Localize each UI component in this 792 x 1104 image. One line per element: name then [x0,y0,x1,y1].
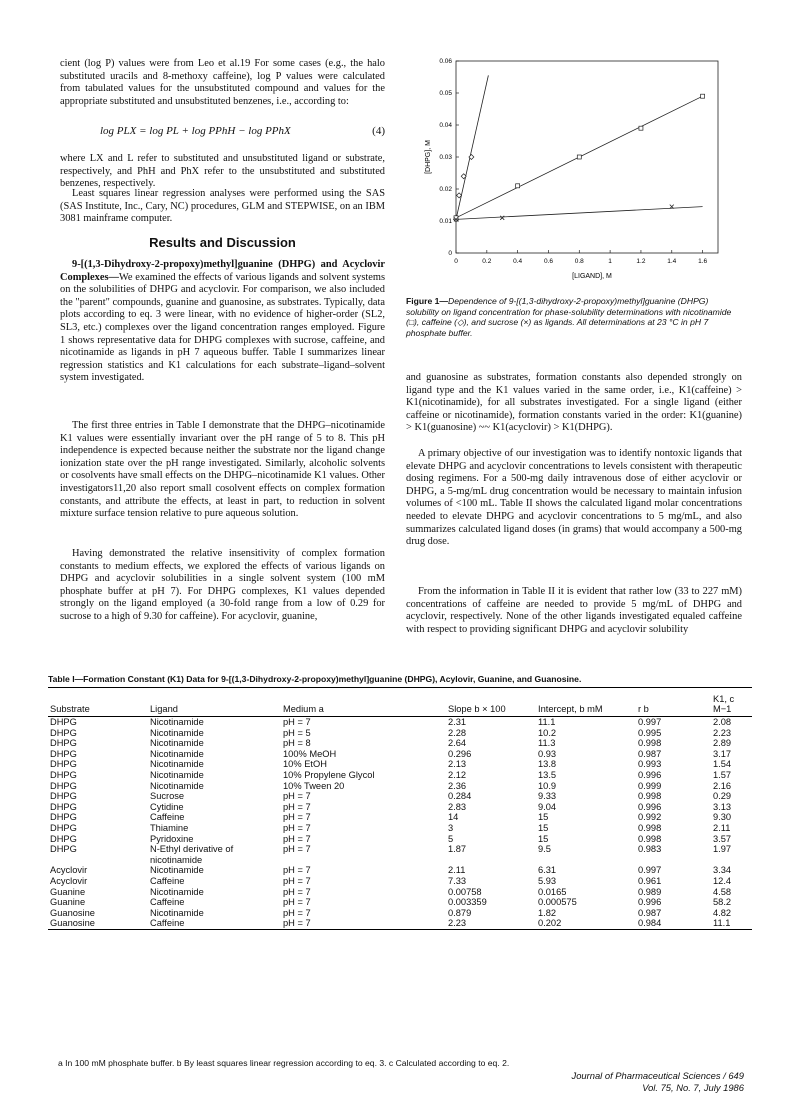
table-cell: 2.08 [713,717,732,727]
fit-line [456,207,703,220]
figure-1-chart [420,55,730,285]
table-cell: Pyridoxine [150,833,194,844]
data-point-x [500,216,504,220]
table-row [48,791,752,802]
table-cell: Acyclovir [50,875,88,886]
table-cell: 58.2 [713,897,732,908]
table-cell: N-Ethyl derivative of nicotinamide [150,844,234,865]
table-row [48,770,752,781]
journal-footer [572,1070,745,1094]
data-point-square [516,184,520,188]
table-cell: 0.987 [638,907,662,918]
table-cell: 3 [448,822,454,833]
table-cell: 5 [448,833,454,844]
equation-number: (4) [372,125,385,137]
table-cell: 0.93 [538,748,557,759]
table-cell: 11.1 [713,918,731,929]
table-row [48,918,752,929]
table-row [48,834,752,845]
table-cell: Sucrose [150,791,185,802]
table-cell: Nicotinamide [150,738,204,749]
section-heading: Results and Discussion [149,235,296,250]
table-cell: 3.13 [713,801,732,812]
x-axis-label: [LIGAND], M [572,273,612,280]
table-cell: 15 [538,833,549,844]
table-cell: DHPG [50,844,77,855]
table-cell: pH = 7 [283,822,311,833]
plot-area [456,61,718,253]
table-cell: 3.17 [713,748,732,759]
table-cell: 12.4 [713,875,732,886]
paragraph: A primary objective of our investigation was to identify nontoxic ligands that elevate DHPG and acyclovir concentrations to levels consistent with therapeutic dosing regimens. For a 500-mg daily intravenous dose of either acyclovir or DHPG, a 5-mg/mL drug concentration would be necessary to maintain infusion volumes of <100 mL. Table II shows the calculated ligand molar concentrations needed to elevate DHPG and acyclovir concentrations to 5 mg/mL, and also summarizes calculated ligand doses (in grams) that would accompany a 500-mg drug dose. [406,448,742,548]
table-cell: 2.16 [713,780,732,791]
table-cell: 4.82 [713,907,732,918]
table-cell: Nicotinamide [150,769,204,780]
figure-caption [406,296,742,338]
table-cell: 0.996 [638,801,662,812]
table-cell: 2.23 [448,918,467,929]
table-row [48,887,752,898]
table-cell: DHPG [50,833,77,844]
x-tick-label: 0.6 [543,258,553,265]
paragraph: cient (log P) values were from Leo et al.19 For some cases (e.g., the halo substituted uracils and 8-methoxy caffeine), log P values were calculated from tabulated values for the unsubstituted compound and values for the appropriate substituted and unsubstituted benzenes, i.e., according to: [60,58,385,107]
table-cell: Acyclovir [50,865,88,876]
table-cell: pH = 5 [283,727,311,738]
table-footnote: a In 100 mM phosphate buffer. b By least squares linear regression according to eq. 3. c Calculated according to eq. 2. [58,1058,510,1068]
table-cell: 0.961 [638,875,662,886]
table-cell: 14 [448,812,459,823]
table-title: Table I—Formation Constant (K1) Data for 9-[(1,3-Dihydroxy-2-propoxy)methyl]guanine (DHPG), Acylovir, Guanine, and Guanosine. [48,674,582,684]
table-row [48,802,752,813]
paragraph: The first three entries in Table I demonstrate that the DHPG–nicotinamide K1 values were essentially invariant over the pH range of 5 to 8. This pH independence is expected because neither the substrate nor the ligand change ionization state over the pH range investigated. Similarly, alcoholic solvents or cosolvents have small effects on the DHPG–nicotinamide K1 values. Other investigators11,20 also report small cosolvent effects on complex formation constants, and attribute the effects, at least in part, to reduction in solvent mixture surface tension relative to pure aqueous solution. [60,420,385,520]
table-cell: 10% Propylene Glycol [283,769,375,780]
table-cell: 1.82 [538,907,557,918]
table-cell: 0.987 [638,748,662,759]
table-cell: 11.3 [538,738,556,749]
table-cell: 0.999 [638,780,662,791]
x-tick-label: 1.4 [667,258,677,265]
table-cell: 2.12 [448,769,467,780]
x-tick-label: 0.8 [574,258,584,265]
table-cell: 1.57 [713,769,732,780]
table-cell: 0.996 [638,897,662,908]
table-cell: 3.57 [713,833,732,844]
y-tick-label: 0.06 [439,58,452,65]
paragraph-lead: 9-[(1,3-Dihydroxy-2-propoxy)methyl]guanine (DHPG) and Acyclovir Complexes— [60,259,385,283]
table-cell: 2.83 [448,801,467,812]
table-cell: 2.64 [448,738,467,749]
x-tick-label: 0.4 [513,258,523,265]
table-cell: 0.003359 [448,897,487,908]
table-cell: 0.996 [638,769,662,780]
table-cell: 3.34 [713,865,732,876]
table-cell: 1.97 [713,844,732,855]
table-row [48,749,752,760]
table-row [48,759,752,770]
table-cell: 0.00758 [448,886,482,897]
table-cell: DHPG [50,759,77,770]
table-cell: Thiamine [150,822,189,833]
table-row [48,717,752,728]
y-tick-label: 0.05 [439,90,452,97]
paragraph: Having demonstrated the relative insensitivity of complex formation constants to medium effects, we explored the effects of various ligands on DHPG and acyclovir solubilities in a single solvent system (100 mM phosphate buffer at pH 7). For DHPG complexes, K1 values depended strongly on the ligand employed (a 30-fold range from a low of 0.29 for sucrose to a high of 9.30 for caffeine). For acyclovir, guanine, [60,548,385,622]
data-point-square [639,126,643,130]
table-cell: DHPG [50,717,77,727]
table-cell: pH = 7 [283,865,311,876]
table-cell: Guanosine [50,918,95,929]
table-cell: 11.1 [538,717,556,727]
x-tick-label: 0.2 [482,258,492,265]
table-cell: 2.11 [713,822,731,833]
table-cell: pH = 7 [283,886,311,897]
table-cell: 0.998 [638,833,662,844]
table-row [48,865,752,876]
table-cell: DHPG [50,780,77,791]
table-cell: 6.31 [538,865,557,876]
table-cell: Nicotinamide [150,748,204,759]
table-cell: 0.989 [638,886,662,897]
table-cell: 0.29 [713,791,732,802]
data-point-square [577,155,581,159]
y-tick-label: 0.01 [439,218,452,225]
paragraph: Least squares linear regression analyses were performed using the SAS (SAS Institute, Inc., Cary, NC) procedures, GLM and STEPWISE, on an IBM 3081 mainframe computer. [60,188,385,225]
table-cell: 0.000575 [538,897,577,908]
table-cell: pH = 8 [283,738,311,749]
table-cell: Guanine [50,886,86,897]
fit-line [456,75,488,219]
table-cell: 15 [538,812,549,823]
paragraph [60,259,385,385]
table-cell: DHPG [50,769,77,780]
x-tick-label: 1.6 [698,258,708,265]
table-header-row [48,688,752,717]
table-header-cell: K1, c M−1 [713,694,735,714]
table-cell: 10.9 [538,780,557,791]
table-header-cell: Substrate [50,704,90,714]
table-cell: 0.202 [538,918,562,929]
table-cell: Nicotinamide [150,907,204,918]
paragraph: From the information in Table II it is evident that rather low (33 to 227 mM) concentrations of caffeine are needed to provide 5 mg/mL of DHPG and acyclovir, respectively. None of the other ligands investigated equaled caffeine with respect to providing significant DHPG and acyclovir solubility [406,586,742,635]
table-cell: Caffeine [150,918,185,929]
table-cell: 1.54 [713,759,732,770]
table-cell: DHPG [50,738,77,749]
table-cell: DHPG [50,822,77,833]
table-cell: 13.8 [538,759,557,770]
table-cell: 0.296 [448,748,472,759]
table-cell: 2.89 [713,738,732,749]
table-cell: pH = 7 [283,907,311,918]
table-cell: 0.998 [638,738,662,749]
paragraph: and guanosine as substrates, formation constants also depended strongly on ligand type and the K1 values varied in the same order, i.e., K1(caffeine) > K1(nicotinamide), for all substrates investigated. For a single ligand (either caffeine or nicotinamide), formation constants varied in the order: K1(guanine) > K1(guanosine) ~~ K1(acyclovir) > K1(DHPG). [406,372,742,434]
table-cell: 9.30 [713,812,732,823]
table-header-cell: Intercept, b mM [538,704,603,714]
caption-label: Figure 1— [406,296,449,306]
equation-4 [100,125,385,137]
table-cell: 2.13 [448,759,467,770]
table-cell: 0.0165 [538,886,567,897]
table-row [48,844,752,865]
table-cell: 0.997 [638,865,662,876]
table-cell: 1.87 [448,844,467,855]
table-cell: pH = 7 [283,717,311,727]
table-cell: 2.28 [448,727,467,738]
table-cell: Nicotinamide [150,780,204,791]
table-cell: 2.11 [448,865,466,876]
table-cell: Nicotinamide [150,865,204,876]
x-tick-label: 0 [454,258,458,265]
table-cell: 0.992 [638,812,662,823]
table-cell: 0.879 [448,907,472,918]
table-cell: Caffeine [150,897,185,908]
table-cell: pH = 7 [283,897,311,908]
table-cell: Caffeine [150,875,185,886]
table-cell: 0.995 [638,727,662,738]
table-row [48,876,752,887]
table-row [48,908,752,919]
table-row [48,738,752,749]
paragraph-text: We examined the effects of various ligands and solvent systems on the solubilities of DHPG and acyclovir. For comparison, we also included the "parent" compounds, guanine and guanosine, as substrates. Typically, data plots according to eq. 3 were linear, with no evidence of higher-order (SL2, SL3, etc.) complexes over the ligand concentration ranges employed. Figure 1 shows representative data for DHPG complexes with sucrose, caffeine, and nicotinamide as ligands in pH 7 aqueous buffer. Table I summarizes linear regression statistics and K1 calculations for each substrate–ligand–solvent system investigated. [60,271,385,384]
table-cell: 0.998 [638,822,662,833]
table-cell: 2.36 [448,780,467,791]
y-tick-label: 0.04 [439,122,452,129]
table-cell: Caffeine [150,812,185,823]
paragraph: where LX and L refer to substituted and unsubstituted ligand or substrate, respectively, and PhH and PhX refer to the unsubstituted and substituted benzenes, respectively. [60,153,385,190]
table-row [48,812,752,823]
table-cell: 0.998 [638,791,662,802]
table-cell: Cytidine [150,801,184,812]
table-header-cell: Medium a [283,704,324,714]
table-cell: DHPG [50,791,77,802]
table-cell: 2.23 [713,727,732,738]
y-tick-label: 0 [448,250,452,257]
table-cell: 5.93 [538,875,557,886]
table-cell: 0.284 [448,791,472,802]
table-cell: Nicotinamide [150,886,204,897]
table-cell: Guanine [50,897,86,908]
table-cell: DHPG [50,748,77,759]
journal-volume: Vol. 75, No. 7, July 1986 [642,1082,744,1093]
table-cell: 10% EtOH [283,759,327,770]
table-cell: 0.993 [638,759,662,770]
table-cell: pH = 7 [283,812,311,823]
table-cell: pH = 7 [283,844,311,855]
table-cell: 7.33 [448,875,467,886]
data-point-square [701,94,705,98]
table-header-cell: r b [638,704,649,714]
table-cell: DHPG [50,812,77,823]
table-row [48,897,752,908]
table-cell: 0.983 [638,844,662,855]
table-cell: 0.984 [638,918,662,929]
table-cell: 9.33 [538,791,557,802]
x-tick-label: 1.2 [636,258,646,265]
y-tick-label: 0.02 [439,186,452,193]
table-cell: DHPG [50,727,77,738]
caption-text: Dependence of 9-[(1,3-dihydroxy-2-propoxy)methyl]guanine (DHPG) solubility on ligand concentration for phase-solubility determinations with nicotinamide (□), caffeine (◇), and sucrose (×) as ligands. All determinations at 23 °C in pH 7 phosphate buffer. [406,296,732,338]
y-axis-label: [DHPG], M [425,140,432,174]
table-cell: 10% Tween 20 [283,780,345,791]
table-cell: Nicotinamide [150,717,204,727]
table-cell: DHPG [50,801,77,812]
table-row [48,728,752,739]
journal-name: Journal of Pharmaceutical Sciences / 649 [571,1070,744,1081]
table-cell: pH = 7 [283,833,311,844]
table-cell: 0.997 [638,717,662,727]
x-tick-label: 1 [608,258,612,265]
table-cell: pH = 7 [283,791,311,802]
table-cell: 2.31 [448,717,467,727]
table-cell: 100% MeOH [283,748,337,759]
table-cell: 4.58 [713,886,732,897]
table-row [48,781,752,792]
table-1 [48,687,752,930]
table-cell: 15 [538,822,549,833]
table-cell: Guanosine [50,907,95,918]
table-header-cell: Slope b × 100 [448,704,506,714]
table-row [48,823,752,834]
table-cell: 9.04 [538,801,557,812]
y-tick-label: 0.03 [439,154,452,161]
table-cell: Nicotinamide [150,727,204,738]
table-cell: 10.2 [538,727,557,738]
table-cell: 13.5 [538,769,557,780]
table-cell: pH = 7 [283,875,311,886]
equation-text: log PLX = log PL + log PPhH − log PPhX [100,125,291,137]
table-cell: pH = 7 [283,801,311,812]
table-cell: pH = 7 [283,918,311,929]
table-header-cell: Ligand [150,704,178,714]
table-cell: 9.5 [538,844,551,855]
table-cell: Nicotinamide [150,759,204,770]
